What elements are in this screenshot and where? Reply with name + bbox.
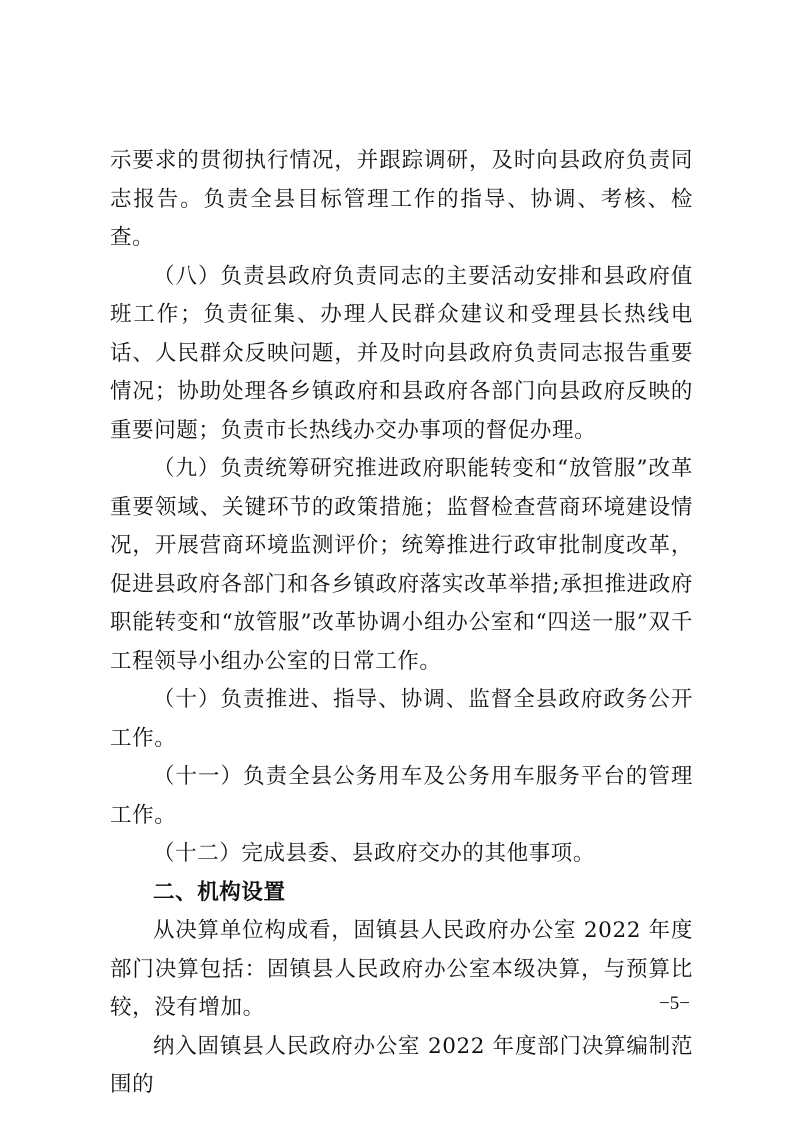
paragraph-item-11: （十一）负责全县公务用车及公务用车服务平台的管理工作。 [110, 764, 693, 828]
paragraph-continuation: 示要求的贯彻执行情况，并跟踪调研，及时向县政府负责同志报告。负责全县目标管理工作的指导、协调、考核、检查。 [110, 148, 693, 250]
paragraph-item-10: （十）负责推进、指导、协调、监督全县政府政务公开工作。 [110, 687, 693, 751]
section-heading: 二、机构设置 [153, 879, 286, 905]
paragraph-scope: 纳入固镇县人民政府办公室 2022 年度部门决算编制范围的 [110, 1033, 693, 1097]
document-body [110, 142, 693, 1105]
paragraph-item-9: （九）负责统筹研究推进政府职能转变和“放管服”改革重要领域、关键环节的政策措施；监督检查营商环境建设情况，开展营商环境监测评价；统筹推进行政审批制度改革，促进县政府各部门和各乡镇政府落实改革举措;承担推进政府职能转变和“放管服”改革协调小组办公室和“四送一服”双千工程领导小组办公室的日常工作。 [110, 456, 693, 674]
paragraph-structure: 从决算单位构成看，固镇县人民政府办公室 2022 年度部门决算包括：固镇县人民政府办公室本级决算，与预算比较，没有增加。 [110, 918, 693, 1020]
page-number: −5− [659, 993, 690, 1014]
paragraph-item-8: （八）负责县政府负责同志的主要活动安排和县政府值班工作；负责征集、办理人民群众建议和受理县长热线电话、人民群众反映问题，并及时向县政府负责同志报告重要情况；协助处理各乡镇政府和县政府各部门向县政府反映的重要问题；负责市长热线办交办事项的督促办理。 [110, 263, 693, 443]
paragraph-item-12: （十二）完成县委、县政府交办的其他事项。 [153, 841, 596, 866]
